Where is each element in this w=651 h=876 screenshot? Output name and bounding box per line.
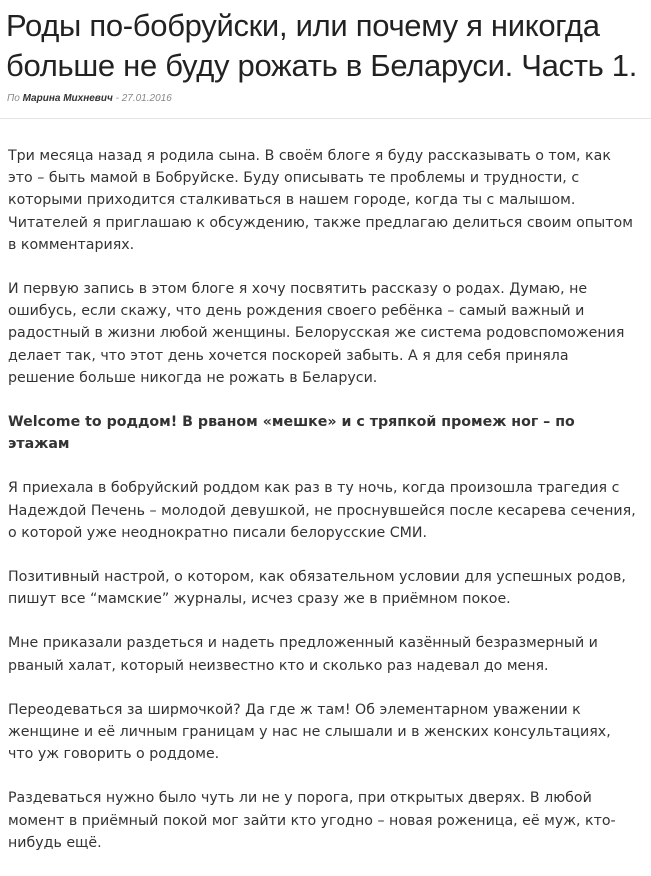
publish-date: 27.01.2016 (121, 93, 172, 104)
paragraph: И первую запись в этом блоге я хочу посвятить рассказу о родах. Думаю, не ошибусь, если скажу, что день рождения своего ребёнка – самый важный и радостный в жизни любой женщины. Белорусская же система родовспоможения делает так, что этот день хочется поскорей забыть. А я для себя приняла решение больше никогда не рожать в Беларуси. (8, 281, 625, 386)
paragraph: Переодеваться за ширмочкой? Да где ж там! Об элементарном уважении к женщине и её личным границам у нас не слышали и в женских консультациях, что уж говорить о роддоме. (8, 701, 611, 763)
paragraph: Я приехала в бобруйский роддом как раз в ту ночь, когда произошла трагедия с Надеждой Печень – молодой девушкой, не проснувшейся после кесарева сечения, о которой уже неоднократно писали белорусские СМИ. (8, 480, 636, 541)
paragraph: Раздеваться нужно было чуть ли не у порога, при открытых дверях. В любой момент в приёмный покой мог зайти кто угодно – новая роженица, её муж, кто-нибудь ещё. (8, 790, 616, 851)
meta-separator: - (115, 93, 119, 104)
meta-divider (0, 118, 651, 119)
meta-prefix: По (7, 93, 20, 104)
paragraph: Три месяца назад я родила сына. В своём блоге я буду рассказывать о том, как это – быть мамой в Бобруйске. Буду описывать те проблемы и трудности, с которыми приходится сталкиваться в нашем городе, когда ты с малышом. Читателей я приглашаю к обсуждению, также предлагаю делиться своим опытом в комментариях. (8, 148, 633, 253)
article-meta (7, 92, 651, 106)
article-title: Роды по-бобруйски, или почему я никогда больше не буду рожать в Беларуси. Часть 1. (6, 8, 638, 83)
section-heading: Welcome to роддом! В рваном «мешке» и с тряпкой промеж ног – по этажам (8, 414, 575, 453)
paragraph: Мне приказали раздеться и надеть предложенный казённый безразмерный и рваный халат, который неизвестно кто и сколько раз надевал до меня. (8, 635, 598, 674)
author-link[interactable]: Марина Михневич (22, 93, 113, 104)
article-body (0, 145, 651, 854)
paragraph: Позитивный настрой, о котором, как обязательном условии для успешных родов, пишут все “мамские” журналы, исчез сразу же в приёмном покое. (8, 569, 626, 608)
